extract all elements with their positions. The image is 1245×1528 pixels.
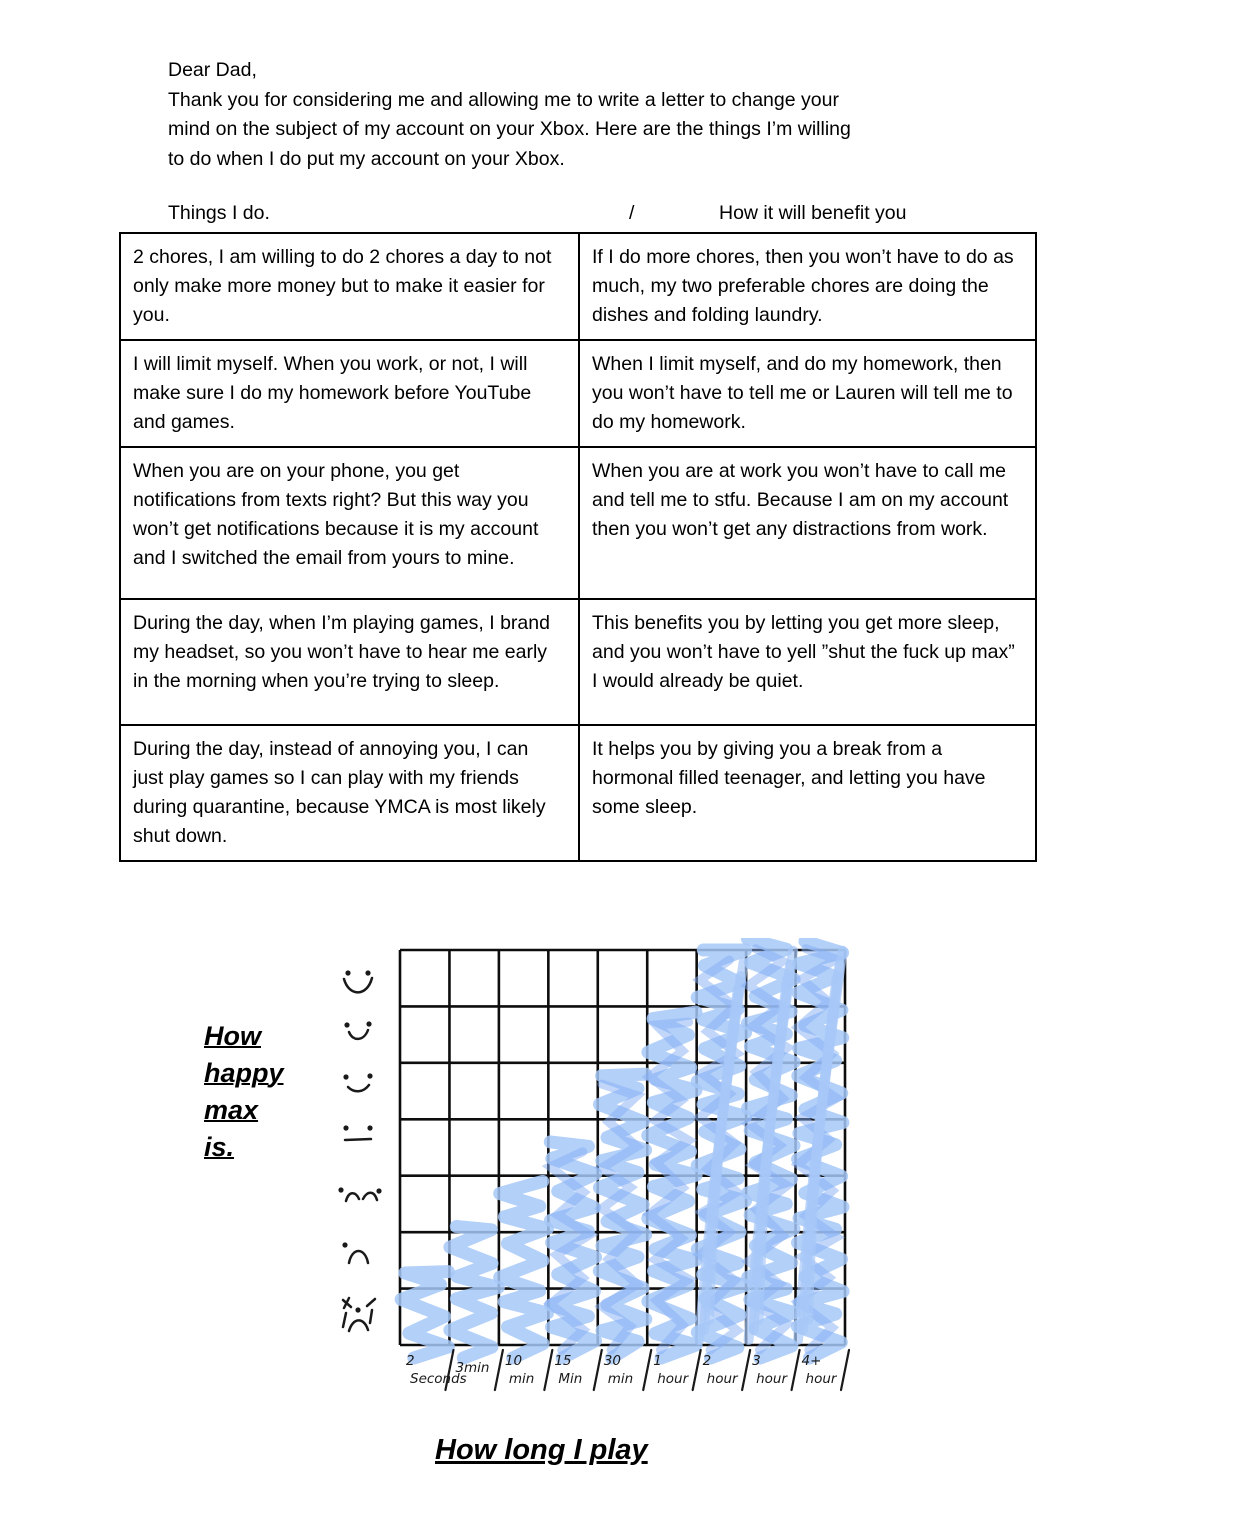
table-row [121,446,1035,598]
table-row [121,724,1035,860]
table-cell-things: During the day, instead of annoying you, I can just play games so I can play with my friends during quarantine, because YMCA is most likely shut down. [121,726,580,860]
table-cell-things: When you are on your phone, you get notifications from texts right? But this way you won’t get notifications because it is my account and I switched the email from yours to mine. [121,448,580,598]
table-row [121,598,1035,724]
bar-scribble [500,1181,548,1358]
table-header-right: How it will benefit you [719,202,907,224]
benefits-table [119,232,1037,862]
table-cell-benefit: When I limit myself, and do my homework, then you won’t have to tell me or Lauren will tell me to do my homework. [592,353,1013,433]
letter-body [168,56,1028,174]
table-cell-things: 2 chores, I am willing to do 2 chores a day to not only make more money but to make it easier for you. [121,234,580,339]
table-header-row [0,202,1245,230]
face-angry-icon [338,1187,381,1201]
table-cell-benefit: This benefits you by letting you get more sleep, and you won’t have to yell ”shut the fuck up max” I would already be quiet. [592,612,1015,692]
x-label-separator [643,1350,651,1390]
x-label-separator [792,1350,800,1390]
bar-scribbles [401,939,843,1358]
y-title-line: max [204,1095,259,1125]
x-axis-label: 2 hour [702,1353,738,1387]
x-axis-label: 4+ hour [801,1353,837,1387]
y-title-line: happy [204,1058,284,1088]
letter-line: to do when I do put my account on your Xbox. [168,147,565,170]
face-frown-icon [342,1242,368,1263]
letter-line: mind on the subject of my account on your Xbox. Here are the things I’m willing [168,118,851,140]
table-cell-things: During the day, when I’m playing games, I brand my headset, so you won’t have to hear me early in the morning when you’re trying to sleep. [121,600,580,724]
table-cell-benefit: If I do more chores, then you won’t have to do as much, my two preferable chores are doing the dishes and folding laundry. [592,246,1014,326]
table-row [121,339,1035,446]
face-furious-icon [343,1298,375,1331]
table-cell-things: I will limit myself. When you work, or not, I will make sure I do my homework before YouTube and games. [121,341,580,446]
face-neutral-icon [343,1125,372,1140]
y-title-line: is. [204,1132,235,1162]
x-axis-label: 30 min [603,1353,634,1387]
x-label-separator [742,1350,750,1390]
chart-y-axis-title [204,1018,284,1166]
face-very-happy-icon [344,970,372,992]
chart-x-axis-title: How long I play [435,1434,648,1466]
bar-scribble [450,1227,499,1359]
table-header-divider: / [629,202,635,224]
x-label-separator [495,1350,503,1390]
x-axis-label: 3min [455,1360,490,1376]
x-axis-label: 10 min [504,1353,535,1387]
x-label-separator [594,1350,602,1390]
x-axis-label: 15 Min [554,1353,583,1387]
x-label-separator [841,1350,849,1390]
table-cell-benefit: It helps you by giving you a break from a hormonal filled teenager, and letting you have some sleep. [592,738,986,818]
table-header-left: Things I do. [168,202,270,224]
x-label-separator [544,1350,552,1390]
x-label-separator [693,1350,701,1390]
y-title-line: How [204,1021,261,1051]
y-axis-faces [338,970,381,1331]
x-axis-label: 2 Seconds [406,1353,467,1387]
letter-line: Thank you for considering me and allowing me to write a letter to change your [168,88,839,111]
table-cell-benefit: When you are at work you won’t have to call me and tell me to stfu. Because I am on my account then you won’t get any distractions from work. [592,460,1009,540]
table-row [121,234,1035,339]
happiness-chart [318,938,888,1418]
letter-salutation: Dear Dad, [168,59,257,81]
face-happy-icon [344,1021,371,1039]
face-slight-smile-icon [343,1073,372,1091]
x-axis-label: 3 hour [752,1353,788,1387]
x-axis-label: 1 hour [653,1353,689,1387]
